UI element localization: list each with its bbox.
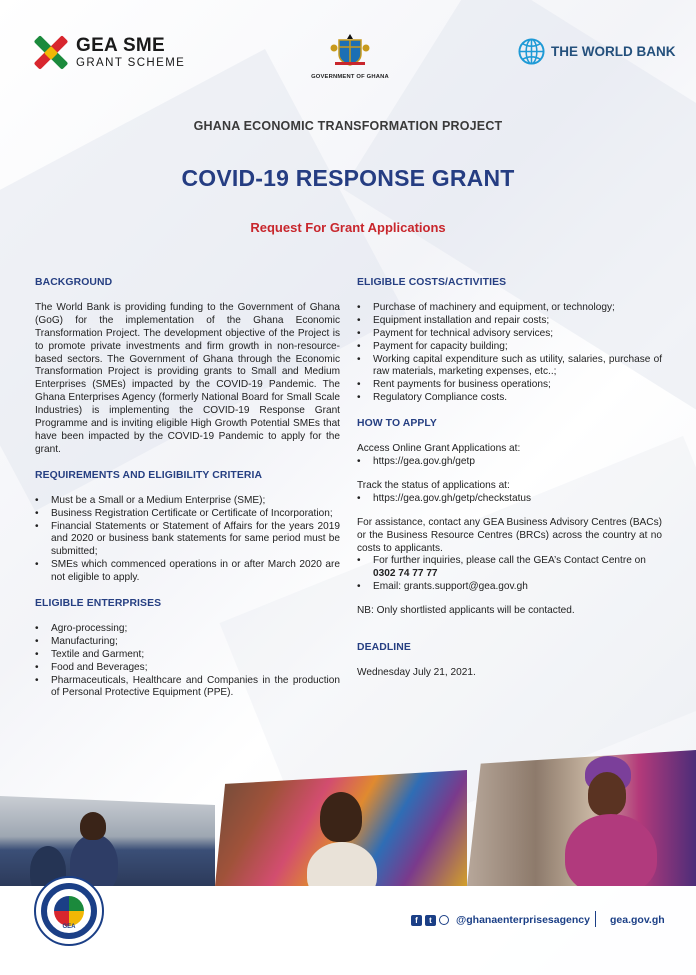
inquiries-text: For further inquiries, please call the GEA’s Contact Centre on bbox=[373, 555, 646, 567]
email-item[interactable]: • Email: grants.support@gea.gov.gh bbox=[357, 581, 662, 594]
right-column bbox=[357, 277, 662, 680]
seal-label: GEA bbox=[62, 924, 76, 930]
page-subtitle: Request For Grant Applications bbox=[250, 220, 446, 235]
list-item: • Pharmaceuticals, Healthcare and Companies in the production of Personal Protective Equipment (PPE). bbox=[35, 675, 340, 701]
list-item: • SMEs which commenced operations in or after March 2020 are not eligible to apply. bbox=[35, 559, 340, 585]
access-text: Access Online Grant Applications at: bbox=[357, 443, 521, 455]
social-links bbox=[411, 914, 590, 926]
nb-text: NB: Only shortlisted applicants will be contacted. bbox=[357, 605, 575, 617]
list-item: • Equipment installation and repair costs; bbox=[357, 315, 662, 328]
photo-strip bbox=[0, 750, 696, 900]
vendor-body bbox=[307, 842, 377, 886]
enterprises-list bbox=[35, 623, 340, 700]
owner-body bbox=[565, 814, 657, 886]
facebook-icon[interactable]: f bbox=[411, 915, 422, 926]
website-link[interactable]: gea.gov.gh bbox=[610, 914, 665, 926]
enterprises-heading: ELIGIBLE ENTERPRISES bbox=[35, 598, 162, 610]
list-item: • Must be a Small or a Medium Enterprise (SME); bbox=[35, 495, 340, 508]
gea-sme-title: GEA SME bbox=[76, 35, 166, 57]
footer bbox=[0, 886, 696, 975]
footer-divider bbox=[595, 911, 596, 927]
list-item: • Payment for capacity building; bbox=[357, 341, 662, 354]
track-status-link[interactable]: • https://gea.gov.gh/getp/checkstatus bbox=[357, 493, 662, 506]
gear-icon bbox=[54, 896, 84, 926]
instagram-icon[interactable] bbox=[439, 915, 449, 925]
world-bank-globe-icon bbox=[518, 38, 545, 65]
social-handle[interactable]: @ghanaenterprisesagency bbox=[456, 914, 590, 926]
contact-phone[interactable]: 0302 74 77 77 bbox=[373, 568, 438, 580]
government-of-ghana-label: GOVERNMENT OF GHANA bbox=[311, 74, 389, 80]
ghana-coat-of-arms-icon bbox=[330, 32, 370, 66]
photo-market-vendor bbox=[215, 770, 467, 886]
background-text: The World Bank is providing funding to the Government of Ghana (GoG) for the implementation of the Ghana Economic Transformation Project. The development objective of the Project is to promote private investments and firm growth in non-resource-based sectors. The Government of Ghana through the Economic Transformation Project is providing grants to Small and Medium Enterprises (SMEs) impacted by the COVID-19 Pandemic. The Ghana Enterprises Agency (formerly National Board for Small Scale Industries) is implementing the COVID-19 Response Grant Programme and is inviting eligible High Growth Potential SMEs that have been impacted by the COVID-19 Pandemic to apply for the grant. bbox=[35, 301, 340, 455]
header bbox=[0, 0, 696, 90]
list-item: • Textile and Garment; bbox=[35, 649, 340, 662]
page-title: COVID-19 RESPONSE GRANT bbox=[181, 165, 515, 191]
deadline-date: Wednesday July 21, 2021. bbox=[357, 666, 476, 678]
inquiries-item bbox=[357, 555, 662, 581]
track-text: Track the status of applications at: bbox=[357, 479, 510, 491]
gea-sme-subtitle: GRANT SCHEME bbox=[76, 57, 186, 70]
costs-list bbox=[357, 302, 662, 405]
vendor-head bbox=[320, 792, 362, 842]
photo-shop-owner bbox=[467, 750, 696, 886]
list-item: • Payment for technical advisory services; bbox=[357, 328, 662, 341]
list-item: • Working capital expenditure such as utility, salaries, purchase of raw materials, marketing expenses, etc..; bbox=[357, 354, 662, 380]
list-item: • Food and Beverages; bbox=[35, 662, 340, 675]
costs-heading: ELIGIBLE COSTS/ACTIVITIES bbox=[357, 277, 507, 288]
access-link[interactable]: • https://gea.gov.gh/getp bbox=[357, 456, 662, 469]
list-item: • Purchase of machinery and equipment, or technology; bbox=[357, 302, 662, 315]
world-bank-logo bbox=[518, 38, 676, 65]
project-title: GHANA ECONOMIC TRANSFORMATION PROJECT bbox=[193, 119, 503, 133]
twitter-icon[interactable]: t bbox=[425, 915, 436, 926]
gea-seal-logo bbox=[34, 876, 104, 946]
world-bank-label: THE WORLD BANK bbox=[551, 44, 676, 59]
requirements-heading: REQUIREMENTS AND ELIGIBILITY CRITERIA bbox=[35, 469, 263, 481]
background-heading: BACKGROUND bbox=[35, 277, 113, 288]
worker-head bbox=[80, 812, 106, 840]
requirements-list bbox=[35, 495, 340, 585]
deadline-heading: DEADLINE bbox=[357, 642, 411, 654]
assistance-text: For assistance, contact any GEA Business Advisory Centres (BACs) or the Business Resource Centres (BRCs) across the country at no costs to applicants. bbox=[357, 516, 662, 554]
government-of-ghana-logo bbox=[302, 32, 398, 80]
photo-workshop bbox=[0, 796, 215, 886]
list-item: • Manufacturing; bbox=[35, 636, 340, 649]
list-item: • Agro-processing; bbox=[35, 623, 340, 636]
list-item: • Regulatory Compliance costs. bbox=[357, 392, 662, 405]
gea-sme-logo bbox=[34, 36, 185, 70]
list-item: • Business Registration Certificate or Certificate of Incorporation; bbox=[35, 508, 340, 521]
list-item: • Rent payments for business operations; bbox=[357, 379, 662, 392]
owner-head bbox=[588, 772, 626, 816]
gea-x-icon bbox=[34, 36, 68, 70]
how-to-apply-heading: HOW TO APPLY bbox=[357, 418, 437, 430]
left-column bbox=[35, 277, 340, 700]
list-item: • Financial Statements or Statement of Affairs for the years 2019 and 2020 or business bank statements for same period must be submitted; bbox=[35, 521, 340, 560]
